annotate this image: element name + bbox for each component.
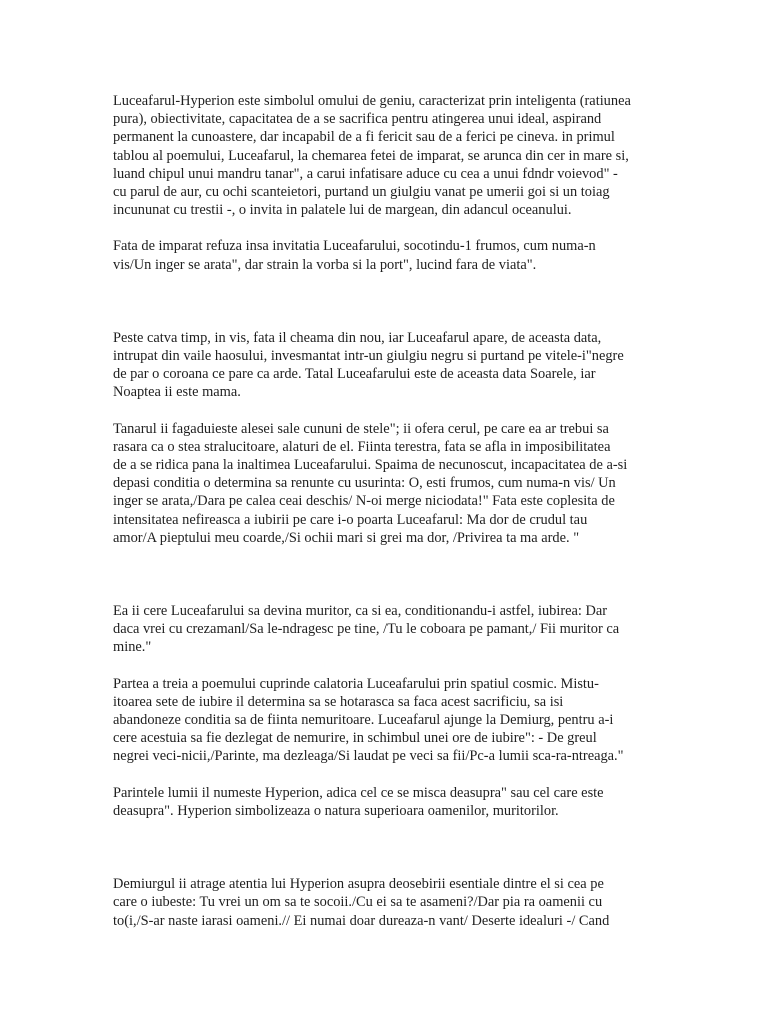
section-spacer xyxy=(113,547,633,602)
paragraph-2: Fata de imparat refuza insa invitatia Luceafarului, socotindu-1 frumos, cum numa-n vis/Un inger se arata", dar strain la vorba si la port", lucind fara de viata". xyxy=(113,238,596,273)
paragraph-8: Demiurgul ii atrage atentia lui Hyperion asupra deosebirii esentiale dintre el si cea pe care o iubeste: Tu vrei un om sa te socoii./Cu ei sa te asameni?/Dar pia ra oamenii cu to(i,/S-ar naste iarasi oameni.// Ei numai doar dureaza-n vant/ Deserte idealuri -/ Cand xyxy=(113,876,610,929)
section-spacer xyxy=(113,820,633,875)
section-spacer xyxy=(113,274,633,329)
paragraph-7: Parintele lumii il numeste Hyperion, adica cel ce se misca deasupra" sau cel care este deasupra". Hyperion simbolizeaza o natura superioara oamenilor, muritorilor. xyxy=(113,784,604,819)
paragraph-4: Tanarul ii fagaduieste alesei sale cununi de stele"; ii ofera cerul, pe care ea ar trebui sa rasara ca o stea stralucitoare, alaturi de el. Fiinta terestra, fata se afla in imposibilitatea de a se ridica pana la inaltimea Luceafarului. Spaima de necunoscut, incapacitatea de a-si depasi conditia o determina sa renunte cu usurinta: O, esti frumos, cum numa-n vis/ Un inger se arata,/Dara pe calea ceai deschis/ N-oi merge niciodata!" Fata este coplesita de intensitatea nefireasca a iubirii pe care i-o poarta Luceafarul: Ma dor de crudul tau amor/A pieptului meu coarde,/Si ochii mari si grei ma dor, /Privirea ta ma arde. " xyxy=(113,420,628,546)
paragraph-spacer xyxy=(113,657,633,675)
document-page xyxy=(113,92,633,930)
paragraph-spacer xyxy=(113,766,633,784)
paragraph-spacer xyxy=(113,402,633,420)
paragraph-6: Partea a treia a poemului cuprinde calatoria Luceafarului prin spatiul cosmic. Mistu- itoarea sete de iubire il determina sa se hotarasca sa faca acest sacrificiu, sa isi abandoneze conditia sa de fiinta nemuritoare. Luceafarul ajunge la Demiurg, pentru a-i cere acestuia sa fie dezlegat de nemurire, in schimbul unei ore de iubire": - De greul negrei veci-nicii,/Parinte, ma dezleaga/Si laudat pe veci sa fii/Pc-a lumii sca-ra-ntreaga." xyxy=(113,675,624,765)
paragraph-spacer xyxy=(113,219,633,237)
paragraph-1: Luceafarul-Hyperion este simbolul omului de geniu, caracterizat prin inteligenta (ratiunea pura), obiectivitate, capacitatea de a se sacrifica pentru atingerea unui ideal, aspirand permanent la cunoastere, dar incapabil de a fi fericit sau de a ferici pe cineva. in primul tablou al poemului, Luceafarul, la chemarea fetei de imparat, se arunca din cer in mare si, luand chipul unui mandru tanar", a carui infatisare aduce cu cea a unui fdndr voievod" - cu parul de aur, cu ochi scanteietori, purtand un giulgiu vanat pe umerii goi si un toiag incununat cu trestii -, o invita in palatele lui de margean, din adancul oceanului. xyxy=(113,93,631,219)
paragraph-3: Peste catva timp, in vis, fata il cheama din nou, iar Luceafarul apare, de aceasta data, intrupat din vaile haosului, invesmantat intr-un giulgiu negru si purtand pe vitele-i"negre de par o coroana ce pare ca arde. Tatal Luceafarului este de aceasta data Soarele, iar Noaptea ii este mama. xyxy=(113,329,624,401)
paragraph-5: Ea ii cere Luceafarului sa devina muritor, ca si ea, conditionandu-i astfel, iubirea: Dar daca vrei cu crezamanl/Sa le-ndragesc pe tine, /Tu le coboara pe pamant,/ Fii muritor ca mine." xyxy=(113,603,620,656)
